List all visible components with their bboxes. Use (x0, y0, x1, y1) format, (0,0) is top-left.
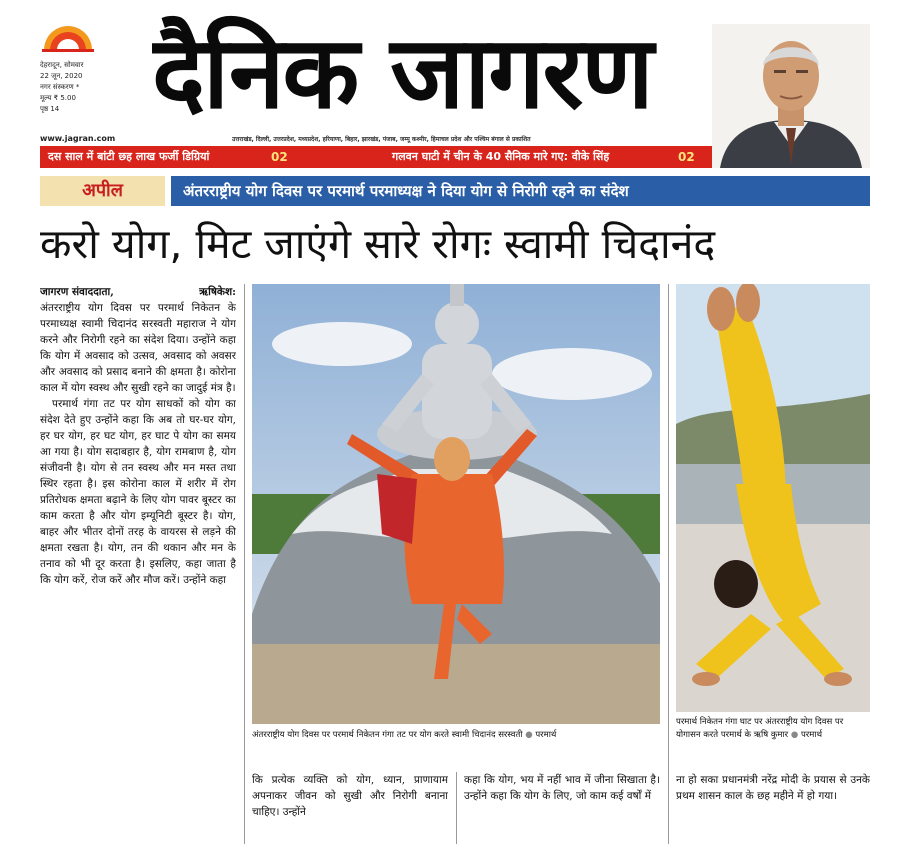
price-label: मूल्य ₹ 5.00 (40, 94, 76, 102)
edition-label: नगर संस्करण * (40, 83, 80, 91)
article-column-3: कहा कि योग, भय में नहीं भाव में जीना सिखाता है। उन्होंने कहा कि योग के लिए, जो काम कई वर्षों में (464, 774, 660, 802)
side-photo-caption: परमार्थ निकेतन गंगा घाट पर अंतरराष्ट्रीय योग दिवस पर योगासन करते परमार्थ के ऋषि कुमार ● परमार्थ (676, 717, 844, 740)
strip-item-1[interactable]: दस साल में बांटी छह लाख फर्जी डिग्रियां (48, 150, 210, 163)
vk-singh-portrait (712, 24, 870, 168)
dateline (40, 284, 236, 300)
newspaper-title: दैनिक जागरण (152, 14, 652, 131)
main-headline: करो योग, मिट जाएंगे सारे रोगः स्वामी चिदानंद (40, 220, 716, 268)
section-band (40, 176, 870, 206)
article-column-2: कि प्रत्येक व्यक्ति को योग, ध्यान, प्राणायाम अपनाकर जीवन को सुखी और निरोगी बनाना चाहिए। उन्होंने (252, 774, 448, 818)
news-strip (40, 146, 712, 168)
main-photo-caption-text: अंतरराष्ट्रीय योग दिवस पर परमार्थ निकेतन गंगा तट पर योग करते स्वामी चिदानंद सरस्वती (252, 730, 523, 740)
jagran-sun-logo (40, 22, 96, 52)
editions-line: उत्तराखंड, दिल्ली, उत्तरप्रदेश, मध्यप्रदेश, हरियाणा, बिहार, झारखंड, पंजाब, जम्मू कश्मीर, हिमाचल प्रदेश और पश्चिम बंगाल से प्रकाशित (232, 136, 531, 143)
side-photo-caption-text: परमार्थ निकेतन गंगा घाट पर अंतरराष्ट्रीय योग दिवस पर योगासन करते परमार्थ के ऋषि कुमार (676, 717, 844, 740)
website-link[interactable]: www.jagran.com (40, 134, 116, 143)
city-day: देहरादून, सोमवार (40, 61, 84, 69)
strip-page-1: 02 (271, 150, 288, 164)
main-photo-caption: अंतरराष्ट्रीय योग दिवस पर परमार्थ निकेतन गंगा तट पर योग करते स्वामी चिदानंद सरस्वती ● परमार्थ (252, 730, 557, 740)
article-paragraph-1: अंतरराष्ट्रीय योग दिवस पर परमार्थ निकेतन के परमाध्यक्ष स्वामी चिदानंद सरस्वती महाराज ने योग करने और निरोगी रहने का संदेश दिया। उन्होंने कहा कि योग में अवसाद को उत्सव, अवसाद को अवसर और अवसाद को प्रसाद बनाने की क्षमता है। कोरोना काल में योग स्वस्थ और सुखी रहने का जादुई मंत्र है। (40, 302, 236, 394)
page-count: पृष्ठ 14 (40, 105, 60, 113)
subheadline: अंतरराष्ट्रीय योग दिवस पर परमार्थ परमाध्यक्ष ने दिया योग से निरोगी रहने का संदेश (171, 176, 870, 206)
issue-date: 22 जून, 2020 (40, 72, 83, 80)
strip-item-2[interactable]: गलवन घाटी में चीन के 40 सैनिक मारे गए: वीके सिंह (392, 150, 610, 163)
main-photo-credit: परमार्थ (535, 730, 557, 740)
dateline-place: ऋषिकेश: (199, 286, 236, 298)
article-column-4: ना हो सका प्रधानमंत्री नरेंद्र मोदी के प्रयास से उनके प्रथम शासन काल के छह महीने में हो गया। (676, 774, 870, 802)
issue-meta (40, 60, 83, 115)
swami-yoga-photo (252, 284, 660, 724)
dateline-reporter: जागरण संवाददाता, (40, 286, 114, 298)
strip-page-2: 02 (678, 150, 695, 164)
column-divider-2 (456, 772, 457, 844)
column-divider-right (668, 284, 669, 844)
column-divider (244, 284, 245, 844)
side-photo-credit: परमार्थ (800, 730, 823, 740)
article-column-1 (40, 284, 236, 844)
section-tag: अपील (40, 176, 165, 206)
rishi-kumar-photo (676, 284, 870, 712)
article-paragraph-2: परमार्थ गंगा तट पर योग साधकों को योग का संदेश देते हुए उन्होंने कहा कि अब तो घर-घर योग, हर घर योग, हर घट योग, हर घाट पे योग का समय आ गया है। योग सदाबहार है, योग रामबाण है, योग संजीवनी है। योग से तन स्वस्थ और मन मस्त तथा स्थिर रहता है। इस कोरोना काल में शरीर में रोग प्रतिरोधक क्षमता बढ़ाने के लिए योग पावर बूस्टर का काम करता है और योग इम्यूनिटी बूस्टर है। योग, बाहर और भीतर दोनों तरह के वायरस से लड़ने की क्षमता रखता है। योग, तन की थकान और मन के तनाव को भी दूर करता है। इसलिए, कहा जाता है कि योग करें, रोज करें और मौज करें। उन्होंने कहा (40, 398, 236, 586)
